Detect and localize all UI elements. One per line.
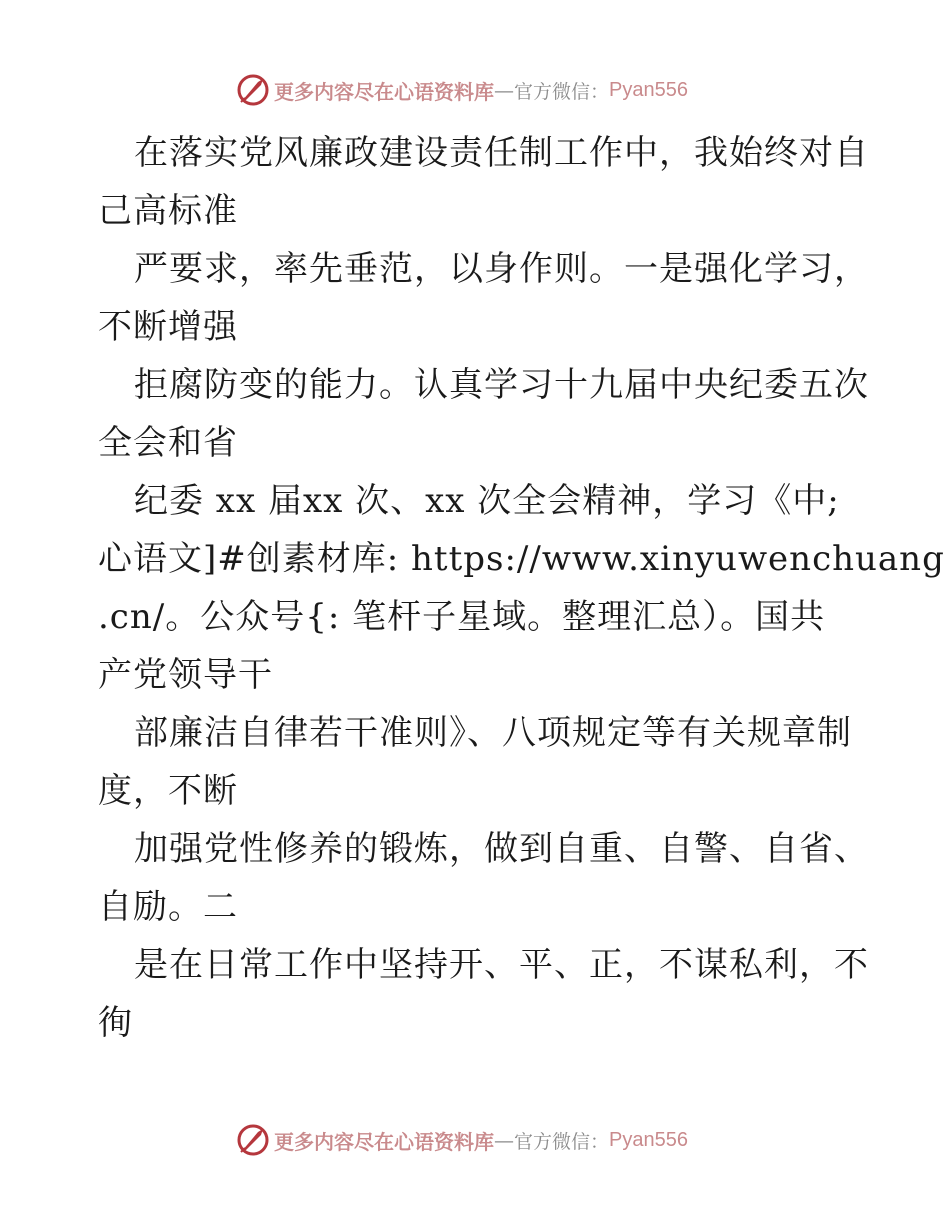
watermark-brand-text: 更多内容尽在心语资料库 (274, 79, 494, 104)
body-line: 心语文]#创素材库: https://www.xinyuwenchuang (98, 539, 945, 579)
header-watermark-banner (236, 72, 688, 108)
body-line: 己高标准 (98, 191, 238, 231)
watermark-dash: — (494, 78, 514, 102)
body-line: 是在日常工作中坚持开、平、正，不谋私利，不 (134, 945, 869, 985)
body-line: 度，不断 (98, 771, 238, 811)
watermark-wechat-label: 官方微信： (514, 1130, 610, 1153)
quill-pen-logo-icon (236, 73, 270, 107)
body-line: 徇 (98, 1003, 133, 1043)
watermark-wechat-handle: Pyan556 (609, 78, 688, 101)
body-line: 严要求，率先垂范，以身作则。一是强化学习， (134, 249, 869, 289)
watermark-wechat-label: 官方微信： (514, 80, 610, 103)
body-line: 拒腐防变的能力。认真学习十九届中央纪委五次 (134, 365, 869, 405)
body-line: 全会和省 (98, 423, 238, 463)
body-line: .cn/。公众号{: 笔杆子星域。整理汇总）。国共 (98, 597, 826, 637)
watermark-dash: — (494, 1128, 514, 1152)
body-line: 纪委 xx 届xx 次、xx 次全会精神，学习《中; (134, 481, 840, 521)
quill-pen-logo-icon (236, 1123, 270, 1157)
body-line: 在落实党风廉政建设责任制工作中，我始终对自 (134, 133, 869, 173)
footer-watermark-banner (236, 1122, 688, 1158)
body-line: 加强党性修养的锻炼，做到自重、自警、自省、 (134, 829, 869, 869)
body-line: 产党领导干 (98, 655, 273, 695)
watermark-brand-text: 更多内容尽在心语资料库 (274, 1129, 494, 1154)
document-body (98, 124, 945, 1052)
body-line: 部廉洁自律若干准则》、八项规定等有关规章制 (134, 713, 852, 753)
watermark-wechat-handle: Pyan556 (609, 1128, 688, 1151)
body-line: 不断增强 (98, 307, 238, 347)
body-line: 自励。二 (98, 887, 238, 927)
